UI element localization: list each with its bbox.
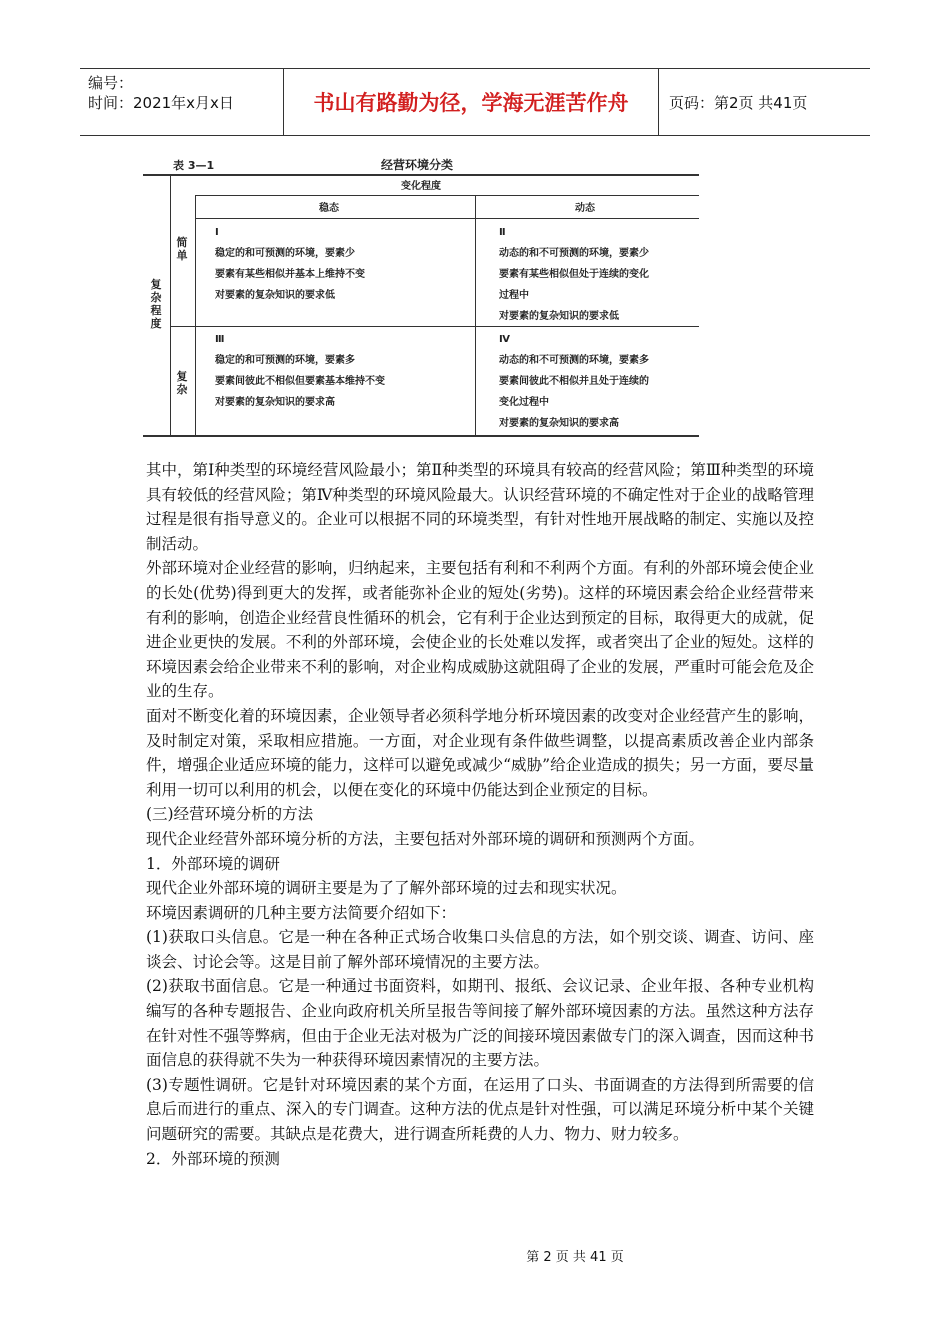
col-dynamic-label: 动态 <box>575 203 595 214</box>
table-bottom-rule <box>143 435 699 437</box>
cell-2-line: 过程中 <box>499 290 529 301</box>
table-hline-subheader <box>195 218 699 219</box>
page-header <box>80 68 870 136</box>
header-meta <box>80 69 284 135</box>
table-vline-1 <box>170 175 171 436</box>
row-simple-label: 简单 <box>176 236 188 262</box>
cell-1-line: 稳定的和可预测的环境，要素少 <box>215 248 355 259</box>
paragraph: 现代企业外部环境的调研主要是为了了解外部环境的过去和现实状况。 <box>146 879 627 898</box>
cell-3 <box>215 329 385 413</box>
cell-1-line: 对要素的复杂知识的要求低 <box>215 290 335 301</box>
paragraph: 现代企业经营外部环境分析的方法，主要包括对外部环境的调研和预测两个方面。 <box>146 829 705 848</box>
cell-3-line: 要素间彼此不相似但要素基本维持不变 <box>215 376 385 387</box>
body-text <box>146 458 814 1171</box>
paragraph: (3)专题性调研。它是针对环境因素的某个方面，在运用了口头、书面调查的方法得到所需要的信息后而进行的重点、深入的专门调查。这种方法的优点是针对性强，可以满足环境分析中某个关键问题研究的需要。其缺点是花费大，进行调查所耗费的人力、物力、财力较多。 <box>146 1075 814 1144</box>
header-motto: 书山有路勤为径，学海无涯苦作舟 <box>284 69 659 135</box>
header-page-label: 页码：第2页 共41页 <box>669 93 808 112</box>
time-label: 时间：2021年x月x日 <box>88 94 234 112</box>
cell-4-numeral: Ⅳ <box>499 334 510 345</box>
paragraph: (1)获取口头信息。它是一种在各种正式场合收集口头信息的方法，如个别交谈、调查、访问、座谈会、讨论会等。这是目前了解外部环境情况的主要方法。 <box>146 928 814 971</box>
cell-2-numeral: Ⅱ <box>499 227 506 238</box>
cell-3-line: 对要素的复杂知识的要求高 <box>215 397 335 408</box>
cell-4 <box>499 329 649 434</box>
table-title: 经营环境分类 <box>381 158 454 172</box>
cell-4-line: 动态的和不可预测的环境，要素多 <box>499 355 649 366</box>
col-axis-label: 变化程度 <box>401 181 441 192</box>
cell-3-numeral: Ⅲ <box>215 334 225 345</box>
table-number: 表 3—1 <box>173 159 215 172</box>
cell-4-line: 变化过程中 <box>499 397 549 408</box>
cell-1-numeral: Ⅰ <box>215 227 219 238</box>
cell-1 <box>215 222 365 306</box>
subsection-heading: 2．外部环境的预测 <box>146 1149 280 1168</box>
subsection-heading: 1．外部环境的调研 <box>146 854 280 873</box>
paragraph: 环境因素调研的几种主要方法简要介绍如下： <box>146 903 457 922</box>
cell-2-line: 对要素的复杂知识的要求低 <box>499 311 619 322</box>
paragraph: 面对不断变化着的环境因素，企业领导者必须科学地分析环境因素的改变对企业经营产生的影响，及时制定对策，采取相应措施。一方面，对企业现有条件做些调整，以提高素质改善企业内部条件，增强企业适应环境的能力，这样可以避免或减少“威胁”给企业造成的损失；另一方面，要尽量利用一切可以利用的机会，以便在变化的环境中仍能达到企业预定的目标。 <box>146 706 814 799</box>
cell-2 <box>499 222 649 327</box>
row-complex-label: 复杂 <box>176 370 188 396</box>
cell-2-line: 动态的和不可预测的环境，要素少 <box>499 248 649 259</box>
environment-table <box>143 150 699 440</box>
col-stable-label: 稳态 <box>319 203 339 214</box>
cell-4-line: 要素间彼此不相似并且处于连续的 <box>499 376 649 387</box>
paragraph: 其中，第Ⅰ种类型的环境经营风险最小；第Ⅱ种类型的环境具有较高的经营风险；第Ⅲ种类型的环境具有较低的经营风险；第Ⅳ种类型的环境风险最大。认识经营环境的不确定性对于企业的战略管理过程是很有指导意义的。企业可以根据不同的环境类型，有针对性地开展战略的制定、实施以及控制活动。 <box>146 461 814 553</box>
page-footer: 第 2 页 共 41 页 <box>526 1250 624 1265</box>
row-axis-label: 复杂程度 <box>150 278 162 330</box>
section-heading: (三)经营环境分析的方法 <box>146 805 314 824</box>
table-hline-header <box>195 195 699 196</box>
table-vline-2 <box>195 195 196 436</box>
paragraph: 外部环境对企业经营的影响，归纳起来，主要包括有利和不利两个方面。有利的外部环境会使企业的长处(优势)得到更大的发挥，或者能弥补企业的短处(劣势)。这样的环境因素会给企业经营带来有利的影响，创造企业经营良性循环的机会，它有利于企业达到预定的目标，取得更大的成就，促进企业更快的发展。不利的外部环境，会使企业的长处难以发挥，或者突出了企业的短处。这样的环境因素会给企业带来不利的影响，对企业构成威胁这就阻碍了企业的发展，严重时可能会危及企业的生存。 <box>146 559 814 701</box>
cell-2-line: 要素有某些相似但处于连续的变化 <box>499 269 649 280</box>
table-vline-mid <box>475 195 476 436</box>
serial-label: 编号： <box>88 74 134 92</box>
cell-1-line: 要素有某些相似并基本上维持不变 <box>215 269 365 280</box>
paragraph: (2)获取书面信息。它是一种通过书面资料，如期刊、报纸、会议记录、企业年报、各种专业机构编写的各种专题报告、企业向政府机关所呈报告等间接了解外部环境因素的方法。虽然这种方法存在针对性不强等弊病，但由于企业无法对极为广泛的间接环境因素做专门的深入调查，因而这种书面信息的获得就不失为一种获得环境因素情况的主要方法。 <box>146 977 814 1070</box>
cell-4-line: 对要素的复杂知识的要求高 <box>499 418 619 429</box>
cell-3-line: 稳定的和可预测的环境，要素多 <box>215 355 355 366</box>
